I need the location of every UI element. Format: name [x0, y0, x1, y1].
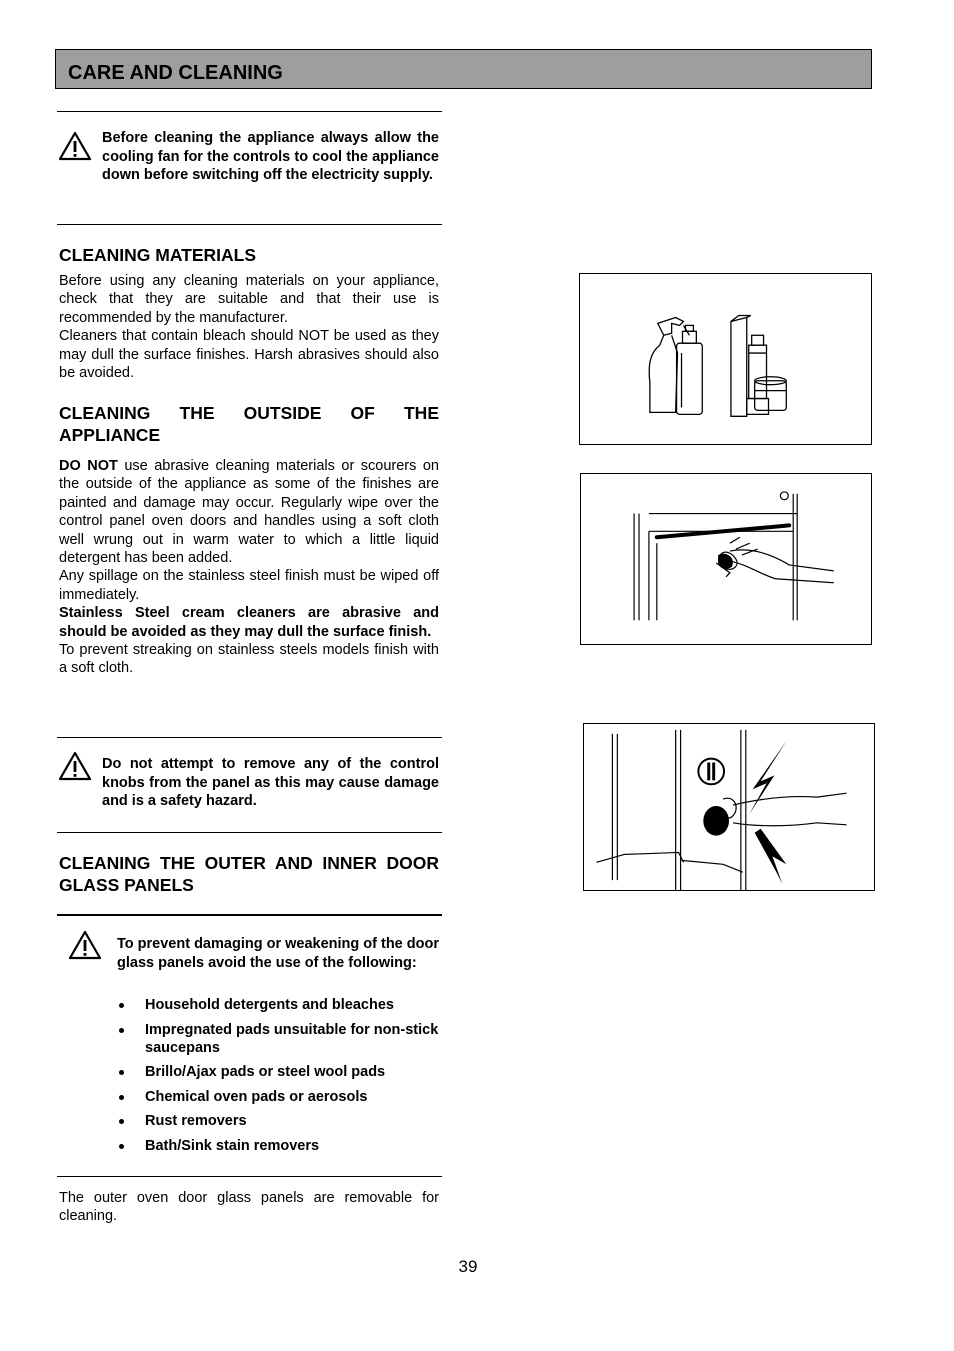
paragraph: Cleaners that contain bleach should NOT be used as they may dull the surface finishes. Harsh abrasives should also be avoided.	[59, 328, 439, 382]
list-item: Impregnated pads unsuitable for non-stick saucepans	[117, 1021, 439, 1057]
divider	[57, 914, 442, 916]
warning-door-glass: To prevent damaging or weakening of the door glass panels avoid the use of the following:	[117, 936, 439, 971]
control-knob-hazard-illustration	[583, 723, 875, 891]
list-item: Household detergents and bleaches	[117, 996, 439, 1014]
paragraph	[59, 457, 439, 567]
cleaning-products-illustration	[579, 273, 872, 445]
page-title: CARE AND CLEANING	[68, 62, 283, 84]
bottles-icon	[580, 274, 871, 444]
divider	[57, 1176, 442, 1177]
paragraph: To prevent streaking on stainless steels models finish with a soft cloth.	[59, 642, 439, 677]
paragraph: Any spillage on the stainless steel finish must be wiped off immediately.	[59, 568, 439, 603]
cleaning-outside-text	[59, 457, 439, 678]
heading-cleaning-outside: CLEANING THE OUTSIDE OF THE APPLIANCE	[59, 403, 439, 445]
warning-triangle-icon	[58, 751, 92, 781]
text-run: use abrasive cleaning materials or scourers on the outside of the appliance as some of the finishes are painted and damage may occur. Regularly wipe over the control panel oven doors and handles using a soft cloth well wrung out in warm water to which a little liquid detergent has been added.	[59, 458, 439, 567]
warning-triangle-icon	[58, 131, 92, 161]
list-item: Chemical oven pads or aerosols	[117, 1088, 439, 1106]
knob-hazard-icon	[584, 724, 874, 890]
heading-cleaning-materials: CLEANING MATERIALS	[59, 245, 257, 265]
emphasis: DO NOT	[59, 458, 118, 474]
paragraph-warning: Stainless Steel cream cleaners are abrasive and should be avoided as they may dull the surface finish.	[59, 605, 439, 640]
divider	[57, 111, 442, 112]
glass-removable-text: The outer oven door glass panels are removable for cleaning.	[59, 1190, 439, 1225]
section-header	[55, 49, 872, 89]
warning-control-knobs: Do not attempt to remove any of the control knobs from the panel as this may cause damage and is a safety hazard.	[102, 756, 439, 809]
wiping-hand-icon	[581, 474, 871, 644]
cleaning-materials-text	[59, 272, 439, 382]
divider	[57, 832, 442, 833]
wiping-oven-illustration	[580, 473, 872, 645]
divider	[57, 737, 442, 738]
warning-cooling-fan: Before cleaning the appliance always allow the cooling fan for the controls to cool the appliance down before switching off the electricity supply.	[102, 130, 439, 183]
divider	[57, 224, 442, 225]
list-item: Brillo/Ajax pads or steel wool pads	[117, 1063, 439, 1081]
warning-triangle-icon	[68, 930, 102, 960]
avoid-list	[117, 996, 439, 1161]
heading-door-glass: CLEANING THE OUTER AND INNER DOOR GLASS PANELS	[59, 853, 439, 895]
list-item: Rust removers	[117, 1112, 439, 1130]
list-item: Bath/Sink stain removers	[117, 1137, 439, 1155]
page-number: 39	[458, 1257, 478, 1276]
paragraph: Before using any cleaning materials on your appliance, check that they are suitable and that their use is recommended by the manufacturer.	[59, 273, 439, 326]
